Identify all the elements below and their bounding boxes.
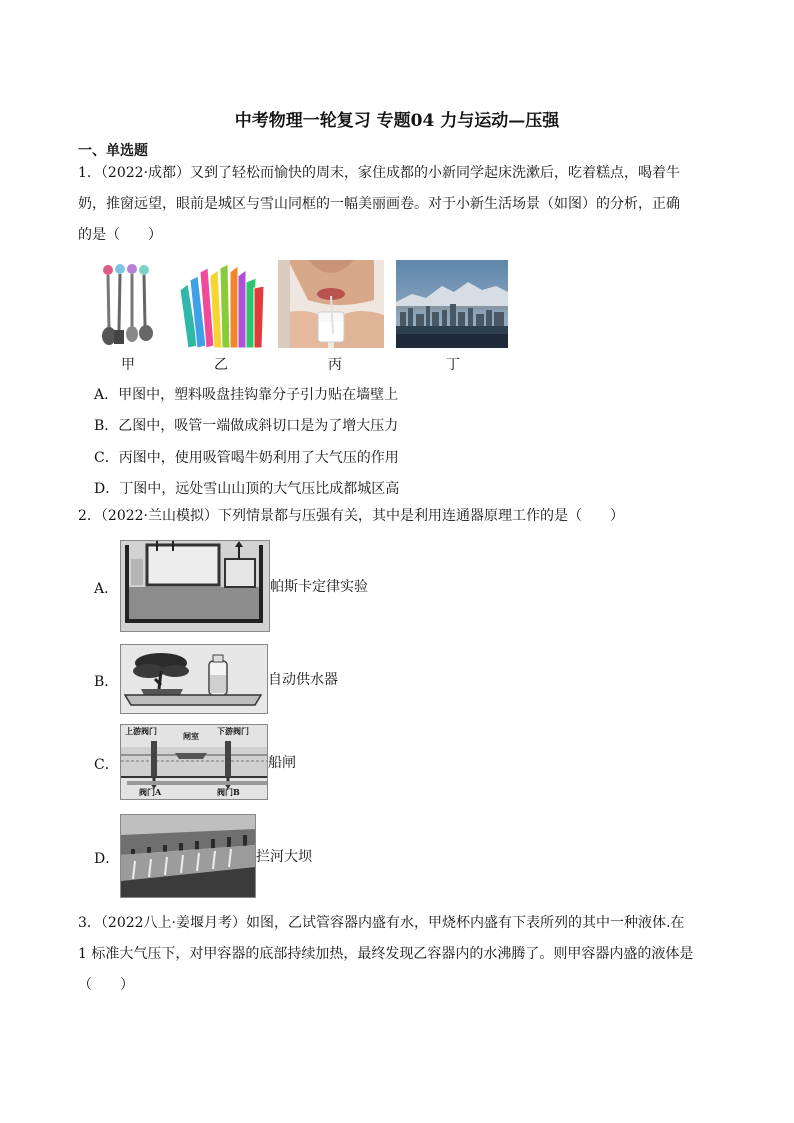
question-2-stem: 2．（2022·兰山模拟）下列情景都与压强有关，其中是利用连通器原理工作的是（ ） <box>78 508 624 524</box>
question-1-line: 1．（2022·成都）又到了轻松而愉快的周末，家住成都的小新同学起床洗漱后，吃着糕点，喝着牛 <box>78 165 680 181</box>
option-a: A．甲图中，塑料吸盘挂钩靠分子引力贴在墙壁上 <box>94 387 399 403</box>
city-mountain-image <box>396 260 508 348</box>
lock-label-valve-b: 阀门B <box>217 787 240 797</box>
straws-image <box>176 260 266 348</box>
image-caption-bing: 丙 <box>328 357 342 373</box>
question-3-line: 1 标准大气压下，对甲容器的底部持续加热，最终发现乙容器内的水沸腾了。则甲容器内盛的液体是 <box>78 946 694 962</box>
lock-label-upstream: 上游阀门 <box>125 726 157 736</box>
question-3-stem <box>78 908 728 1001</box>
pascal-experiment-image <box>120 540 270 632</box>
image-caption-yi: 乙 <box>214 357 228 373</box>
option-d-caption: 拦河大坝 <box>256 849 312 865</box>
option-b: B．乙图中，吸管一端做成斜切口是为了增大压力 <box>94 418 399 434</box>
lock-label-valve-a: 阀门A <box>139 787 162 797</box>
question-1-line: 奶，推窗远望，眼前是城区与雪山同框的一幅美丽画卷。对于小新生活场景（如图）的分析，正确 <box>78 196 680 212</box>
option-c-letter: C． <box>94 757 119 773</box>
image-caption-jia: 甲 <box>121 357 135 373</box>
lock-label-downstream: 下游阀门 <box>217 726 249 736</box>
question-1-stem <box>78 158 728 251</box>
ship-lock-image <box>120 724 268 800</box>
water-supplier-image <box>120 644 268 714</box>
option-c-caption: 船闸 <box>268 755 296 771</box>
option-b-letter: B． <box>94 674 119 690</box>
drinking-milk-image <box>278 260 384 348</box>
page-title: 中考物理一轮复习 专题04 力与运动—压强 <box>234 111 560 131</box>
option-b-caption: 自动供水器 <box>268 672 338 688</box>
option-a-caption: 帕斯卡定律实验 <box>270 579 368 595</box>
option-d: D．丁图中，远处雪山山顶的大气压比成都城区高 <box>94 481 400 497</box>
option-c: C．丙图中，使用吸管喝牛奶利用了大气压的作用 <box>94 450 399 466</box>
question-1-line: 的是（ ） <box>78 227 162 243</box>
option-d-letter: D． <box>94 851 120 867</box>
image-caption-ding: 丁 <box>446 357 460 373</box>
utensils-image <box>100 260 156 348</box>
question-3-line: （ ） <box>78 977 134 993</box>
section-heading: 一、单选题 <box>78 143 148 159</box>
river-dam-image <box>120 814 256 898</box>
lock-label-chamber: 闸室 <box>183 731 199 741</box>
question-3-line: 3．（2022八上·姜堰月考）如图，乙试管容器内盛有水，甲烧杯内盛有下表所列的其中一种液体.在 <box>78 915 685 931</box>
option-a-letter: A． <box>94 581 119 597</box>
